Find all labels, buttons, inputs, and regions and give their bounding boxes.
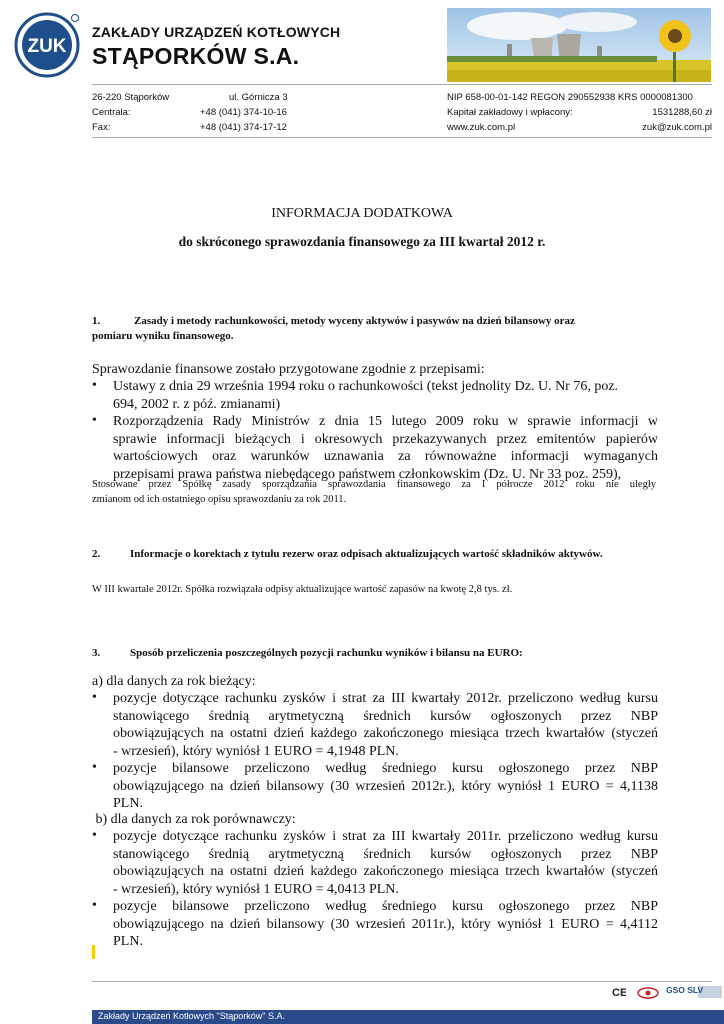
contact-left: [92, 90, 169, 135]
section-3-a-bullet-2: [113, 760, 658, 813]
website-link[interactable]: www.zuk.com.pl: [447, 122, 516, 133]
ce-mark-icon: [612, 985, 626, 999]
text-line: sprawie informacji bieżących i okresowych przekazywanych przez emitentów papierów: [113, 431, 658, 447]
capital-value: 1531288,60 zł: [652, 107, 712, 118]
section-3-a-label: a) dla danych za rok bieżący:: [92, 674, 256, 689]
text-line: obowiązującego na dzień bilansowy (30 wrzesień 2011r.), który wyniósł 1 EURO = 4,4112: [113, 916, 658, 932]
text-line: obowiązującego na dzień bilansowy (30 wrzesień 2012r.), który wyniósł 1 EURO = 4,1138: [113, 778, 658, 794]
bullet: •: [92, 898, 97, 913]
document-subtitle: do skróconego sprawozdania finansowego za III kwartał 2012 r.: [178, 234, 546, 249]
footer-company-name: Zakłady Urządzeń Kotłowych "Stąporków" S.A.: [98, 1011, 285, 1021]
company-name-line2: STĄPORKÓW S.A.: [92, 43, 300, 69]
section-3-a-bullet-1: [113, 690, 658, 760]
section-1-note: [92, 477, 656, 507]
contact-middle: [200, 90, 288, 135]
centrala-label: Centrala:: [92, 107, 131, 118]
text-line: pozycje bilansowe przeliczono według średniego kursu ogłoszonego przez NBP: [113, 761, 658, 776]
gso-slv-cert: GSO SLV: [666, 985, 704, 995]
text-line: pozycje dotyczące rachunku zysków i strat za III kwartały 2011r. przeliczono według kursu: [113, 829, 658, 844]
bullet: •: [92, 378, 97, 393]
section-3-number: 3.: [92, 647, 101, 659]
footer-divider: [92, 981, 712, 982]
section-2-text: W III kwartale 2012r. Spółka rozwiązała odpisy aktualizujące wartość zapasów na kwotę 2,8 tys. zł.: [92, 584, 513, 595]
contact-divider: [92, 137, 712, 138]
section-3-b-bullet-1: [113, 828, 658, 898]
text-line: pozycje bilansowe przeliczono według średniego kursu ogłoszonego przez NBP: [113, 899, 658, 914]
contact-right: [447, 90, 712, 135]
text-line: obowiązujących na ostatni dzień każdego zakończonego miesiąca trzech kwartałów (styczeń: [113, 726, 658, 741]
section-3-heading: Sposób przeliczenia poszczególnych pozycji rachunku wyników i bilansu na EURO:: [130, 647, 523, 659]
header-photo: [447, 8, 711, 82]
section-2-number: 2.: [92, 548, 101, 560]
text-line: Rozporządzenia Rady Ministrów z dnia 15 lutego 2009 roku w sprawie informacji w: [113, 414, 658, 429]
header-divider: [92, 84, 712, 85]
fax-value: +48 (041) 374-17-12: [200, 122, 287, 133]
udt-mark-icon: [637, 986, 659, 998]
text-line: PLN.: [113, 934, 143, 949]
text-line: - wrzesień), który wyniósł 1 EURO = 4,1948 PLN.: [113, 743, 399, 759]
section-2-heading: Informacje o korektach z tytułu rezerw oraz odpisach aktualizujących wartość składników aktywów.: [130, 548, 603, 560]
section-1-number: 1.: [92, 315, 101, 327]
svg-text:ZUK: ZUK: [27, 36, 67, 57]
section-1-heading-line2: pomiaru wyniku finansowego.: [92, 330, 234, 342]
document-title: INFORMACJA DODATKOWA: [271, 206, 453, 221]
section-1-heading-line1: Zasady i metody rachunkowości, metody wyceny aktywów i pasywów na dzień bilansowy oraz: [134, 315, 575, 327]
section-1-intro: Sprawozdanie finansowe zostało przygotowane zgodnie z przepisami:: [92, 362, 485, 377]
text-line: stanowiącego średnią arytmetyczną średnich kursów ogłoszonych przez NBP: [113, 846, 658, 862]
text-line: obowiązujących na ostatni dzień każdego zakończonego miesiąca trzech kwartałów (styczeń: [113, 864, 658, 879]
text-line: pozycje dotyczące rachunku zysków i strat za III kwartały 2012r. przeliczono według kursu: [113, 691, 658, 706]
street: ul. Górnicza 3: [229, 92, 288, 103]
text-line: Stosowane przez Spółkę zasady sporządzania sprawozdania finansowego za I półrocze 2012 roku nie uległy: [92, 479, 656, 490]
text-line: wartościowych oraz warunków uznawania za równoważne informacji wymaganych: [113, 449, 658, 464]
email-link[interactable]: zuk@zuk.com.pl: [642, 122, 712, 133]
section-3-b-bullet-2: [113, 898, 658, 951]
capital-label: Kapitał zakładowy i wpłacony:: [447, 107, 573, 118]
address: 26-220 Stąporków: [92, 92, 170, 103]
zuk-logo: [14, 12, 80, 78]
bullet: •: [92, 760, 97, 775]
bullet: •: [92, 828, 97, 843]
text-line: PLN.: [113, 796, 143, 811]
svg-text:CE: CE: [612, 987, 626, 999]
company-name-line1: ZAKŁADY URZĄDZEŃ KOTŁOWYCH: [92, 24, 341, 40]
fax-label: Fax:: [92, 122, 111, 133]
text-line: zmianom od ich ostatniego opisu sprawozdaniu za rok 2011.: [92, 494, 347, 505]
centrala-value: +48 (041) 374-10-16: [200, 107, 287, 118]
text-line: - wrzesień), który wyniósł 1 EURO = 4,0413 PLN.: [113, 881, 399, 897]
text-cursor-marker: [92, 945, 95, 959]
section-1-bullet-2: [113, 413, 658, 483]
registry-numbers: NIP 658-00-01-142 REGON 290552938 KRS 0000081300: [447, 92, 693, 103]
text-line: Ustawy z dnia 29 września 1994 roku o rachunkowości (tekst jednolity Dz. U. Nr 76, poz.: [113, 379, 619, 394]
bullet: •: [92, 690, 97, 705]
text-line: stanowiącego średnią arytmetyczną średnich kursów ogłoszonych przez NBP: [113, 708, 658, 724]
text-line: przepisami prawa państwa niebędącego państwem członkowskim (Dz. U. Nr 33 poz. 259),: [113, 466, 622, 482]
section-1-bullet-1: [113, 378, 658, 413]
text-line: 694, 2002 r. z póź. zmianami): [113, 396, 281, 412]
certificate-badge-icon: [698, 986, 722, 998]
section-3-b-label: b) dla danych za rok porównawczy:: [92, 812, 296, 827]
bullet: •: [92, 413, 97, 428]
